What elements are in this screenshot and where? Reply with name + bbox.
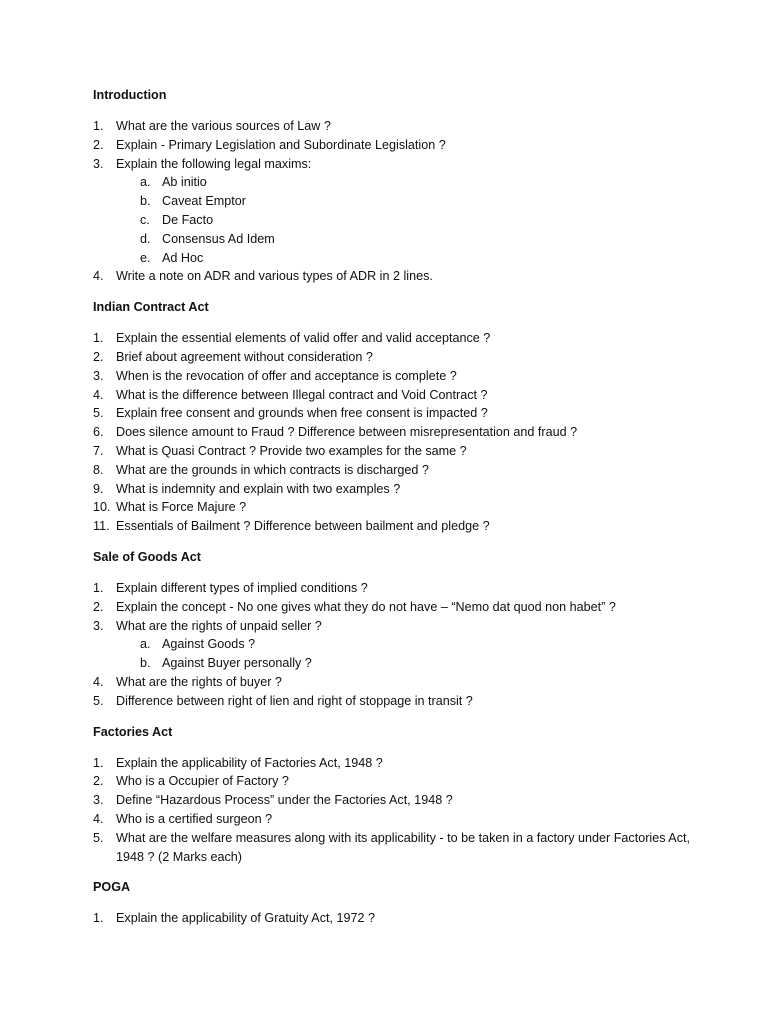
question-text: Explain the concept - No one gives what they do not have – “Nemo dat quod non habet” ? [116,599,616,614]
question-text: What is Quasi Contract ? Provide two examples for the same ? [116,443,467,458]
question-text: Explain the applicability of Factories Act, 1948 ? [116,755,383,770]
question-item [93,367,693,386]
question-item [93,329,693,348]
spacer [93,567,693,579]
question-item [93,461,693,480]
sub-item [93,211,693,230]
question-text: What are the various sources of Law ? [116,119,331,133]
question-item [93,598,693,617]
section-heading: Sale of Goods Act [93,549,201,564]
question-number: 5. [93,693,104,708]
section-indian-contract-act [93,298,693,548]
question-item [93,423,693,442]
question-item [93,754,693,773]
section-heading: Indian Contract Act [93,300,209,315]
question-text: Explain different types of implied conditions ? [116,580,368,595]
question-item [93,386,693,405]
question-text: What are the rights of buyer ? [116,674,282,689]
sub-item-text: Caveat Emptor [162,194,246,209]
question-item [93,442,693,461]
sub-item-text: Consensus Ad Idem [162,231,275,246]
spacer [93,317,693,329]
question-number: 4. [93,811,104,826]
question-number: 9. [93,481,104,496]
document-content [93,86,693,928]
question-number: 1. [93,755,104,770]
question-item [93,267,693,286]
question-item [93,909,693,928]
question-item [93,772,693,791]
section-factories-act [93,723,693,879]
question-text: What is the difference between Illegal contract and Void Contract ? [116,387,488,402]
question-text: Write a note on ADR and various types of ADR in 2 lines. [116,269,433,284]
sub-item-text: Ab initio [162,175,207,190]
sub-item-letter: e. [140,250,151,265]
question-item [93,117,693,136]
question-item [93,155,693,174]
question-item [93,617,693,636]
sub-item [93,192,693,211]
question-number: 11. [93,519,110,534]
question-item [93,791,693,810]
question-number: 5. [93,830,104,845]
question-number: 8. [93,462,104,477]
sub-item-letter: d. [140,231,151,246]
section-sale-of-goods-act [93,548,693,723]
sub-item [93,173,693,192]
section-poga [93,878,693,928]
question-number: 3. [93,368,104,383]
question-item [93,348,693,367]
sub-item-text: Ad Hoc [162,250,204,265]
question-number: 1. [93,580,104,595]
spacer [93,286,693,298]
sub-item-letter: b. [140,194,151,209]
sub-item-letter: c. [140,212,150,227]
spacer [93,742,693,754]
question-number: 2. [93,774,104,789]
question-number: 1. [93,331,104,346]
question-number: 2. [93,349,104,364]
sub-item-letter: a. [140,637,151,652]
section-heading: POGA [93,880,131,895]
question-number: 5. [93,406,104,421]
question-text: Explain - Primary Legislation and Subordinate Legislation ? [116,137,446,152]
question-text: What are the grounds in which contracts is discharged ? [116,462,429,477]
question-text: Explain the following legal maxims: [116,156,312,171]
question-text: What is indemnity and explain with two examples ? [116,481,401,496]
sub-item-text: De Facto [162,212,214,227]
sub-item-text: Against Buyer personally ? [162,656,312,671]
sub-item [93,249,693,268]
section-introduction [93,86,693,298]
question-text: Explain the applicability of Gratuity Act, 1972 ? [116,911,376,926]
question-item [93,404,693,423]
spacer [93,536,693,548]
question-number: 6. [93,425,104,440]
spacer [93,866,693,878]
question-list [93,579,693,711]
question-number: 1. [93,119,104,133]
question-item [93,498,693,517]
section-heading: Factories Act [93,724,173,739]
sub-item [93,230,693,249]
spacer [93,105,693,117]
question-text: Essentials of Bailment ? Difference between bailment and pledge ? [116,519,490,534]
question-text: Brief about agreement without consideration ? [116,349,373,364]
question-text: What is Force Majure ? [116,500,247,515]
question-number: 3. [93,156,104,171]
question-number: 2. [93,137,104,152]
question-number: 10. [93,500,111,515]
question-text: Explain the essential elements of valid offer and valid acceptance ? [116,331,491,346]
question-number: 2. [93,599,104,614]
sub-item-letter: b. [140,656,151,671]
question-item [93,136,693,155]
section-heading: Introduction [93,88,167,102]
question-item [93,579,693,598]
spacer [93,897,693,909]
question-number: 4. [93,387,104,402]
sub-item-text: Against Goods ? [162,637,256,652]
question-item [93,810,693,829]
question-text: Does silence amount to Fraud ? Difference between misrepresentation and fraud ? [116,425,578,440]
question-text: Difference between right of lien and right of stoppage in transit ? [116,693,473,708]
question-item [93,480,693,499]
question-number: 1. [93,911,104,926]
question-number: 4. [93,269,104,284]
question-text: When is the revocation of offer and acceptance is complete ? [116,368,457,383]
question-number: 7. [93,443,104,458]
question-item [93,829,693,867]
question-item [93,517,693,536]
question-number: 3. [93,793,104,808]
question-text: Who is a Occupier of Factory ? [116,774,289,789]
question-number: 3. [93,618,104,633]
question-text: Who is a certified surgeon ? [116,811,273,826]
question-list [93,754,693,867]
question-text: What are the welfare measures along with its applicability - to be taken in a factory under Factories Act, 1948 ? (2 Marks each) [116,830,690,864]
sub-item [93,635,693,654]
question-item [93,692,693,711]
question-text: What are the rights of unpaid seller ? [116,618,322,633]
question-text: Explain free consent and grounds when free consent is impacted ? [116,406,488,421]
question-list [93,329,693,536]
question-number: 4. [93,674,104,689]
sub-item-letter: a. [140,175,151,190]
sub-item [93,654,693,673]
spacer [93,711,693,723]
question-text: Define “Hazardous Process” under the Factories Act, 1948 ? [116,793,453,808]
question-item [93,673,693,692]
question-list [93,909,693,928]
question-list [93,117,693,286]
